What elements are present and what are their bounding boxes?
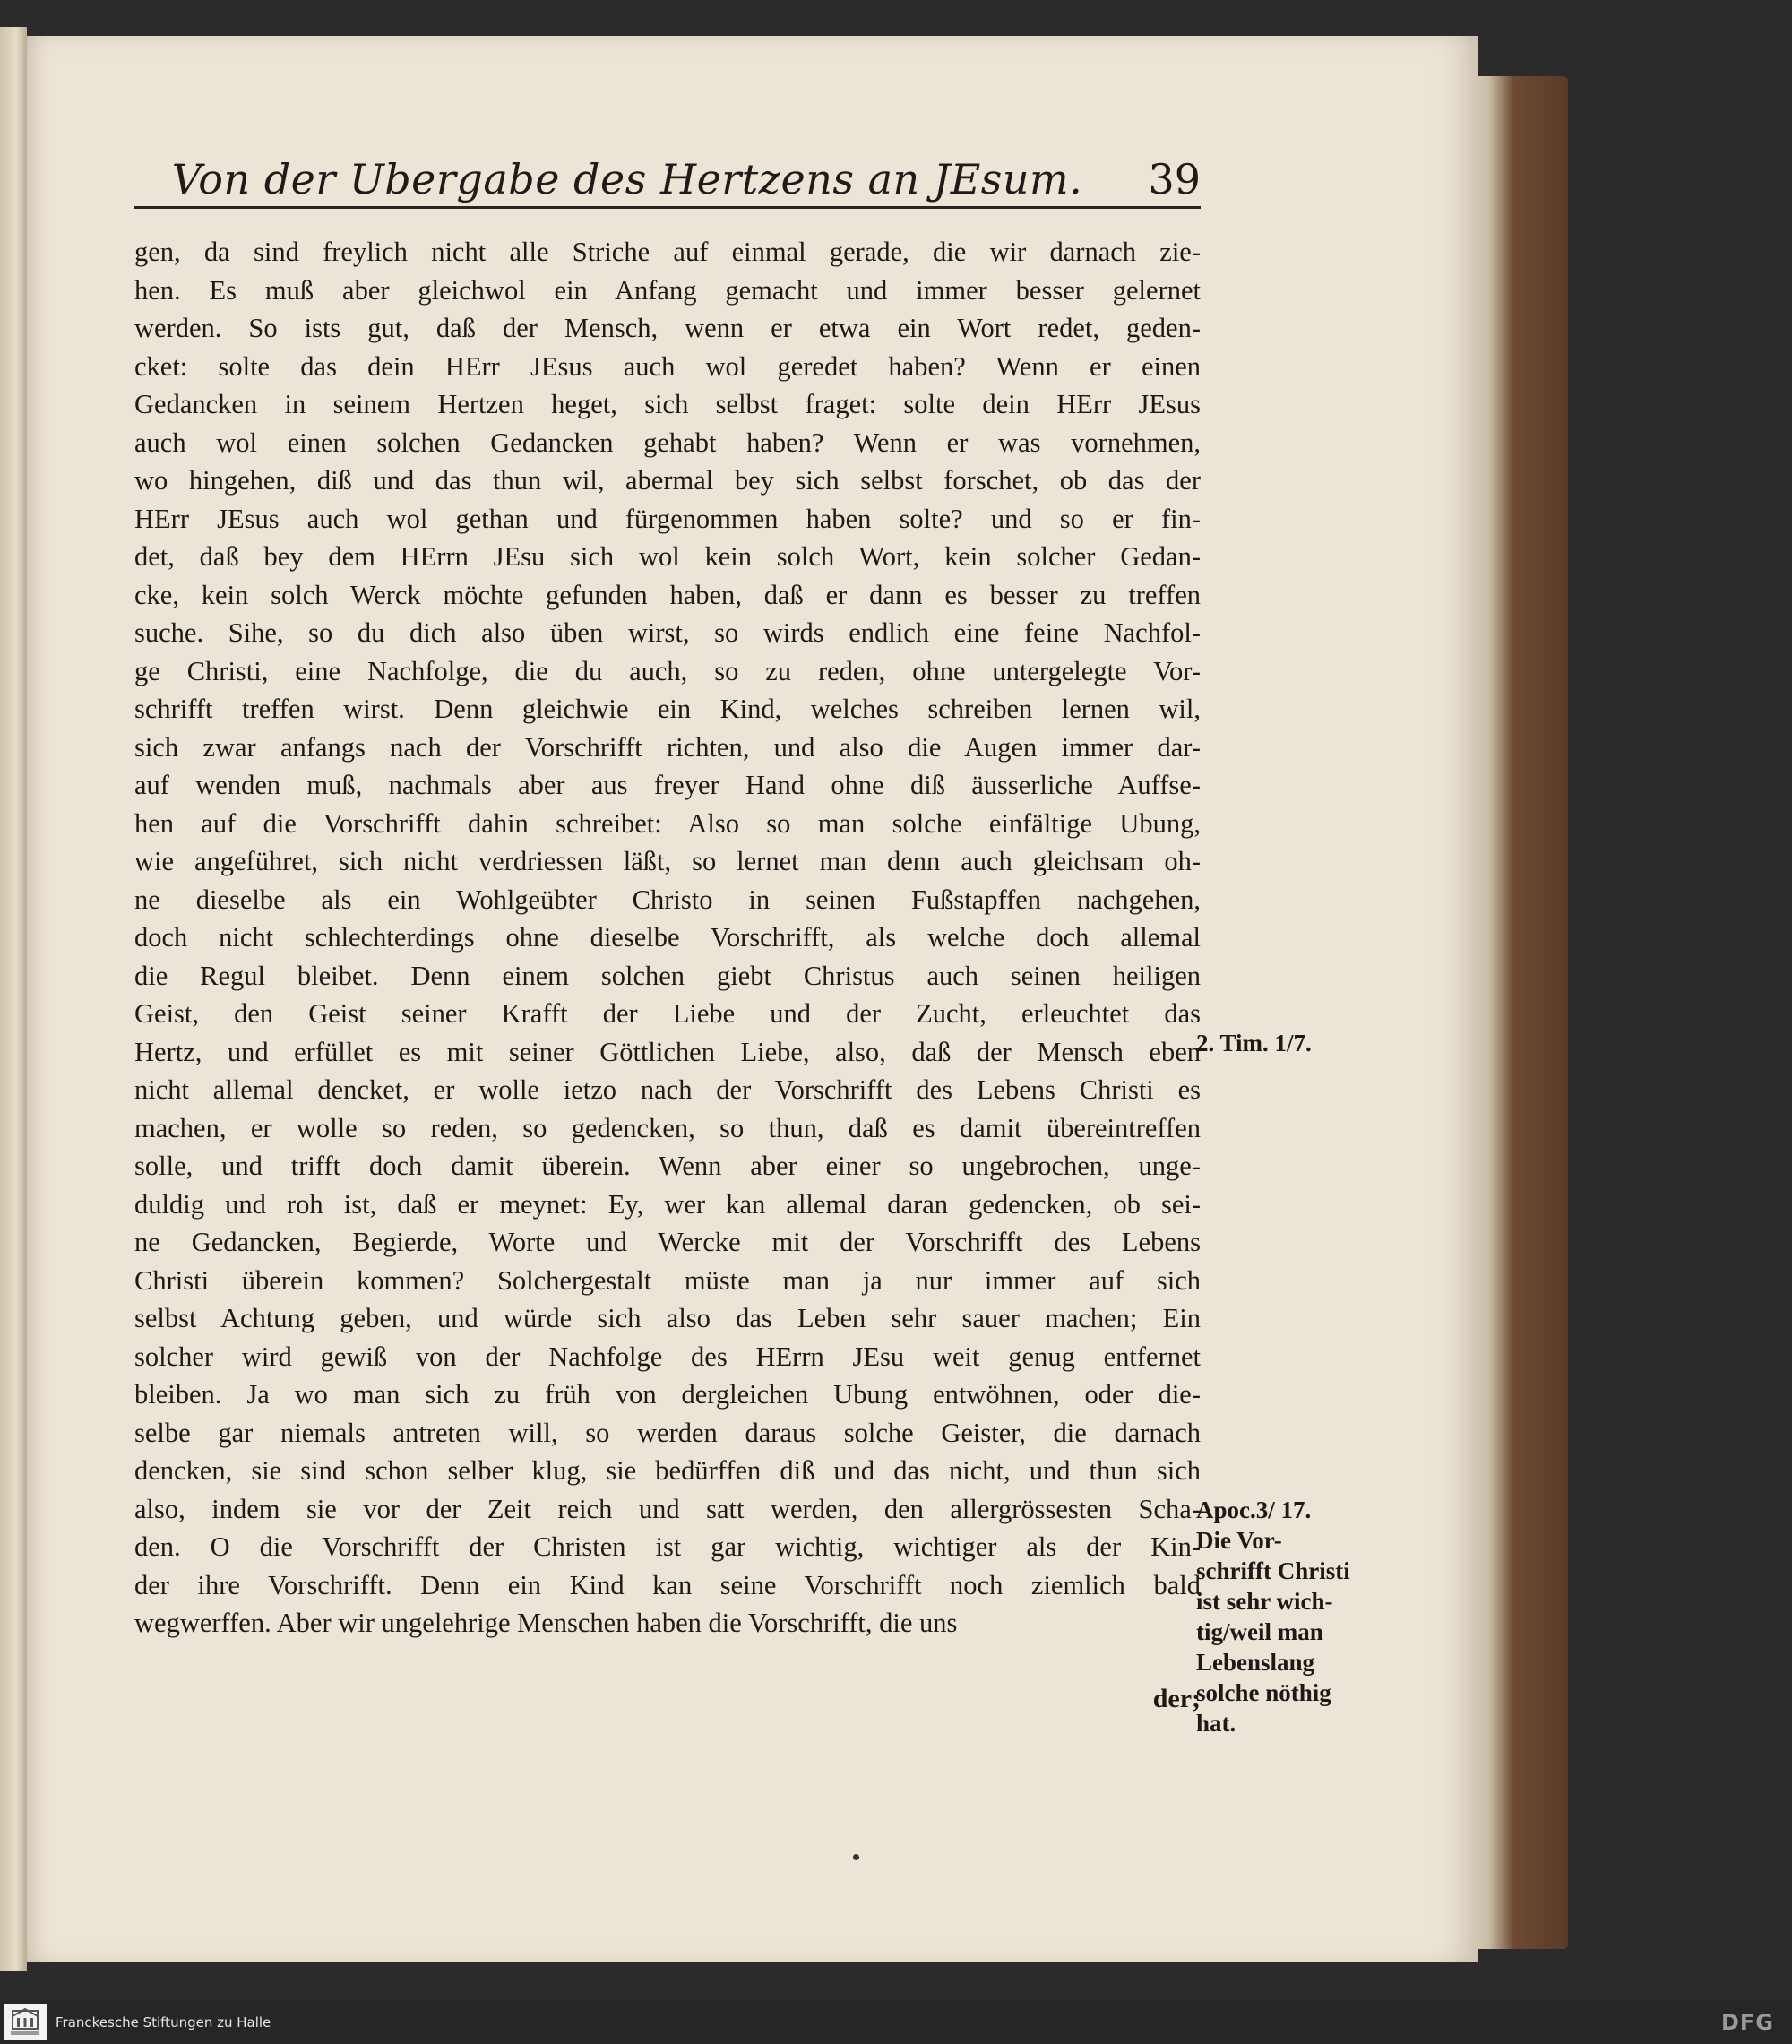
text-line: den. O die Vorschrifft der Christen ist gar wichtig, wichtiger als der Kin-: [134, 1531, 1201, 1562]
margin-note-tim: [1196, 1028, 1312, 1058]
book-cover-edge: [1469, 76, 1568, 1949]
running-head-title: Von der Ubergabe des Hertzens an JEsum.: [171, 155, 1083, 203]
text-line: HErr JEsus auch wol gethan und fürgenommen haben solte? und so er fin-: [134, 503, 1201, 534]
body-text: [134, 233, 1201, 1643]
text-line: Geist, den Geist seiner Krafft der Liebe und der Zucht, erleuchtet das: [134, 998, 1201, 1029]
text-line: auf wenden muß, nachmals aber aus freyer Hand ohne diß äusserliche Auffse-: [134, 770, 1201, 800]
margin-note-line: schrifft Christi: [1196, 1557, 1350, 1584]
margin-note-line: solche nöthig: [1196, 1679, 1331, 1706]
text-line: auch wol einen solchen Gedancken gehabt haben? Wenn er was vornehmen,: [134, 427, 1201, 458]
text-line: cket: solte das dein HErr JEsus auch wol geredet haben? Wenn er einen: [134, 350, 1201, 382]
margin-note-line: ist sehr wich-: [1196, 1588, 1333, 1615]
text-line: hen auf die Vorschrifft dahin schreibet: Also so man solche einfältige Ubung,: [134, 807, 1201, 839]
dfg-logo: DFG: [1720, 2009, 1774, 2035]
text-line: wegwerffen. Aber wir ungelehrige Menschen haben die Vorschrifft, die uns: [134, 1608, 958, 1638]
text-line: hen. Es muß aber gleichwol ein Anfang gemacht und immer besser gelernet: [134, 274, 1201, 306]
text-line: ne dieselbe als ein Wohlgeübter Christo in seinen Fußstapffen nachgehen,: [134, 884, 1201, 915]
text-line: dencken, sie sind schon selber klug, sie bedürffen diß und das nicht, und thun sich: [134, 1455, 1201, 1486]
text-line: gen, da sind freylich nicht alle Striche auf einmal gerade, die wir darnach zie-: [134, 237, 1201, 267]
book-page: [27, 36, 1478, 1962]
text-line: Hertz, und erfüllet es mit seiner Göttlichen Liebe, also, daß der Mensch eben: [134, 1036, 1201, 1067]
text-line: cke, kein solch Werck möchte gefunden haben, daß er dann es besser zu treffen: [134, 579, 1201, 610]
text-line: det, daß bey dem HErrn JEsu sich wol kein solch Wort, kein solcher Gedan-: [134, 541, 1201, 572]
margin-note-apoc: [1196, 1495, 1350, 1738]
text-line: schrifft treffen wirst. Denn gleichwie ein Kind, welches schreiben lernen wil,: [134, 694, 1201, 724]
text-line: doch nicht schlechterdings ohne dieselbe Vorschrifft, als welche doch allemal: [134, 922, 1201, 953]
text-line: ne Gedancken, Begierde, Worte und Wercke mit der Vorschrifft des Lebens: [134, 1227, 1201, 1257]
text-line: also, indem sie vor der Zeit reich und satt werden, den allergrössesten Scha-: [134, 1493, 1201, 1524]
text-line: suche. Sihe, so du dich also üben wirst, so wirds endlich eine feine Nachfol-: [134, 617, 1201, 648]
text-line: solle, und trifft doch damit überein. Wenn aber einer so ungebrochen, unge-: [134, 1151, 1201, 1181]
text-line: der ihre Vorschrifft. Denn ein Kind kan seine Vorschrifft noch ziemlich bald: [134, 1569, 1201, 1600]
text-line: ge Christi, eine Nachfolge, die du auch, so zu reden, ohne untergelegte Vor-: [134, 655, 1201, 686]
viewer-footer: [0, 2000, 1792, 2044]
page-number: 39: [1148, 155, 1201, 203]
text-line: sich zwar anfangs nach der Vorschrifft richten, und also die Augen immer dar-: [134, 731, 1201, 763]
margin-note-line: hat.: [1196, 1710, 1236, 1737]
text-line: wie angeführet, sich nicht verdriessen läßt, so lernet man denn auch gleichsam oh-: [134, 846, 1201, 876]
text-line: bleiben. Ja wo man sich zu früh von dergleichen Ubung entwöhnen, oder die-: [134, 1379, 1201, 1410]
catchword: der;: [1152, 1684, 1201, 1713]
institution-name: Franckesche Stiftungen zu Halle: [56, 2014, 271, 2031]
text-line: selbe gar niemals antreten will, so werden daraus solche Geister, die darnach: [134, 1417, 1201, 1448]
text-line: selbst Achtung geben, und würde sich also das Leben sehr sauer machen; Ein: [134, 1303, 1201, 1333]
paper-speck: [853, 1854, 859, 1860]
text-line: werden. So ists gut, daß der Mensch, wenn er etwa ein Wort redet, geden-: [134, 313, 1201, 343]
margin-note-line: Die Vor-: [1196, 1527, 1282, 1554]
margin-note-line: Lebenslang: [1196, 1649, 1315, 1676]
text-line: nicht allemal dencket, er wolle ietzo nach der Vorschrifft des Lebens Christi es: [134, 1074, 1201, 1105]
text-line: machen, er wolle so reden, so gedencken, so thun, daß es damit übereintreffen: [134, 1112, 1201, 1143]
margin-note-line: 2. Tim. 1/7.: [1196, 1030, 1312, 1056]
institution-logo-icon: [4, 2004, 47, 2040]
text-line: wo hingehen, diß und das thun wil, abermal bey sich selbst forschet, ob das der: [134, 465, 1201, 496]
margin-note-line: Apoc.3/ 17.: [1196, 1496, 1312, 1523]
text-line: duldig und roh ist, daß er meynet: Ey, wer kan allemal daran gedencken, ob sei-: [134, 1188, 1201, 1220]
text-line: Gedancken in seinem Hertzen heget, sich selbst fraget: solte dein HErr JEsus: [134, 389, 1201, 419]
running-head: [134, 143, 1201, 209]
text-line: solcher wird gewiß von der Nachfolge des HErrn JEsu weit genug entfernet: [134, 1341, 1201, 1372]
text-line: Christi überein kommen? Solchergestalt müste man ja nur immer auf sich: [134, 1264, 1201, 1296]
adjacent-page-edge: [0, 27, 27, 1971]
margin-note-line: tig/weil man: [1196, 1618, 1323, 1645]
text-line: die Regul bleibet. Denn einem solchen giebt Christus auch seinen heiligen: [134, 960, 1201, 991]
